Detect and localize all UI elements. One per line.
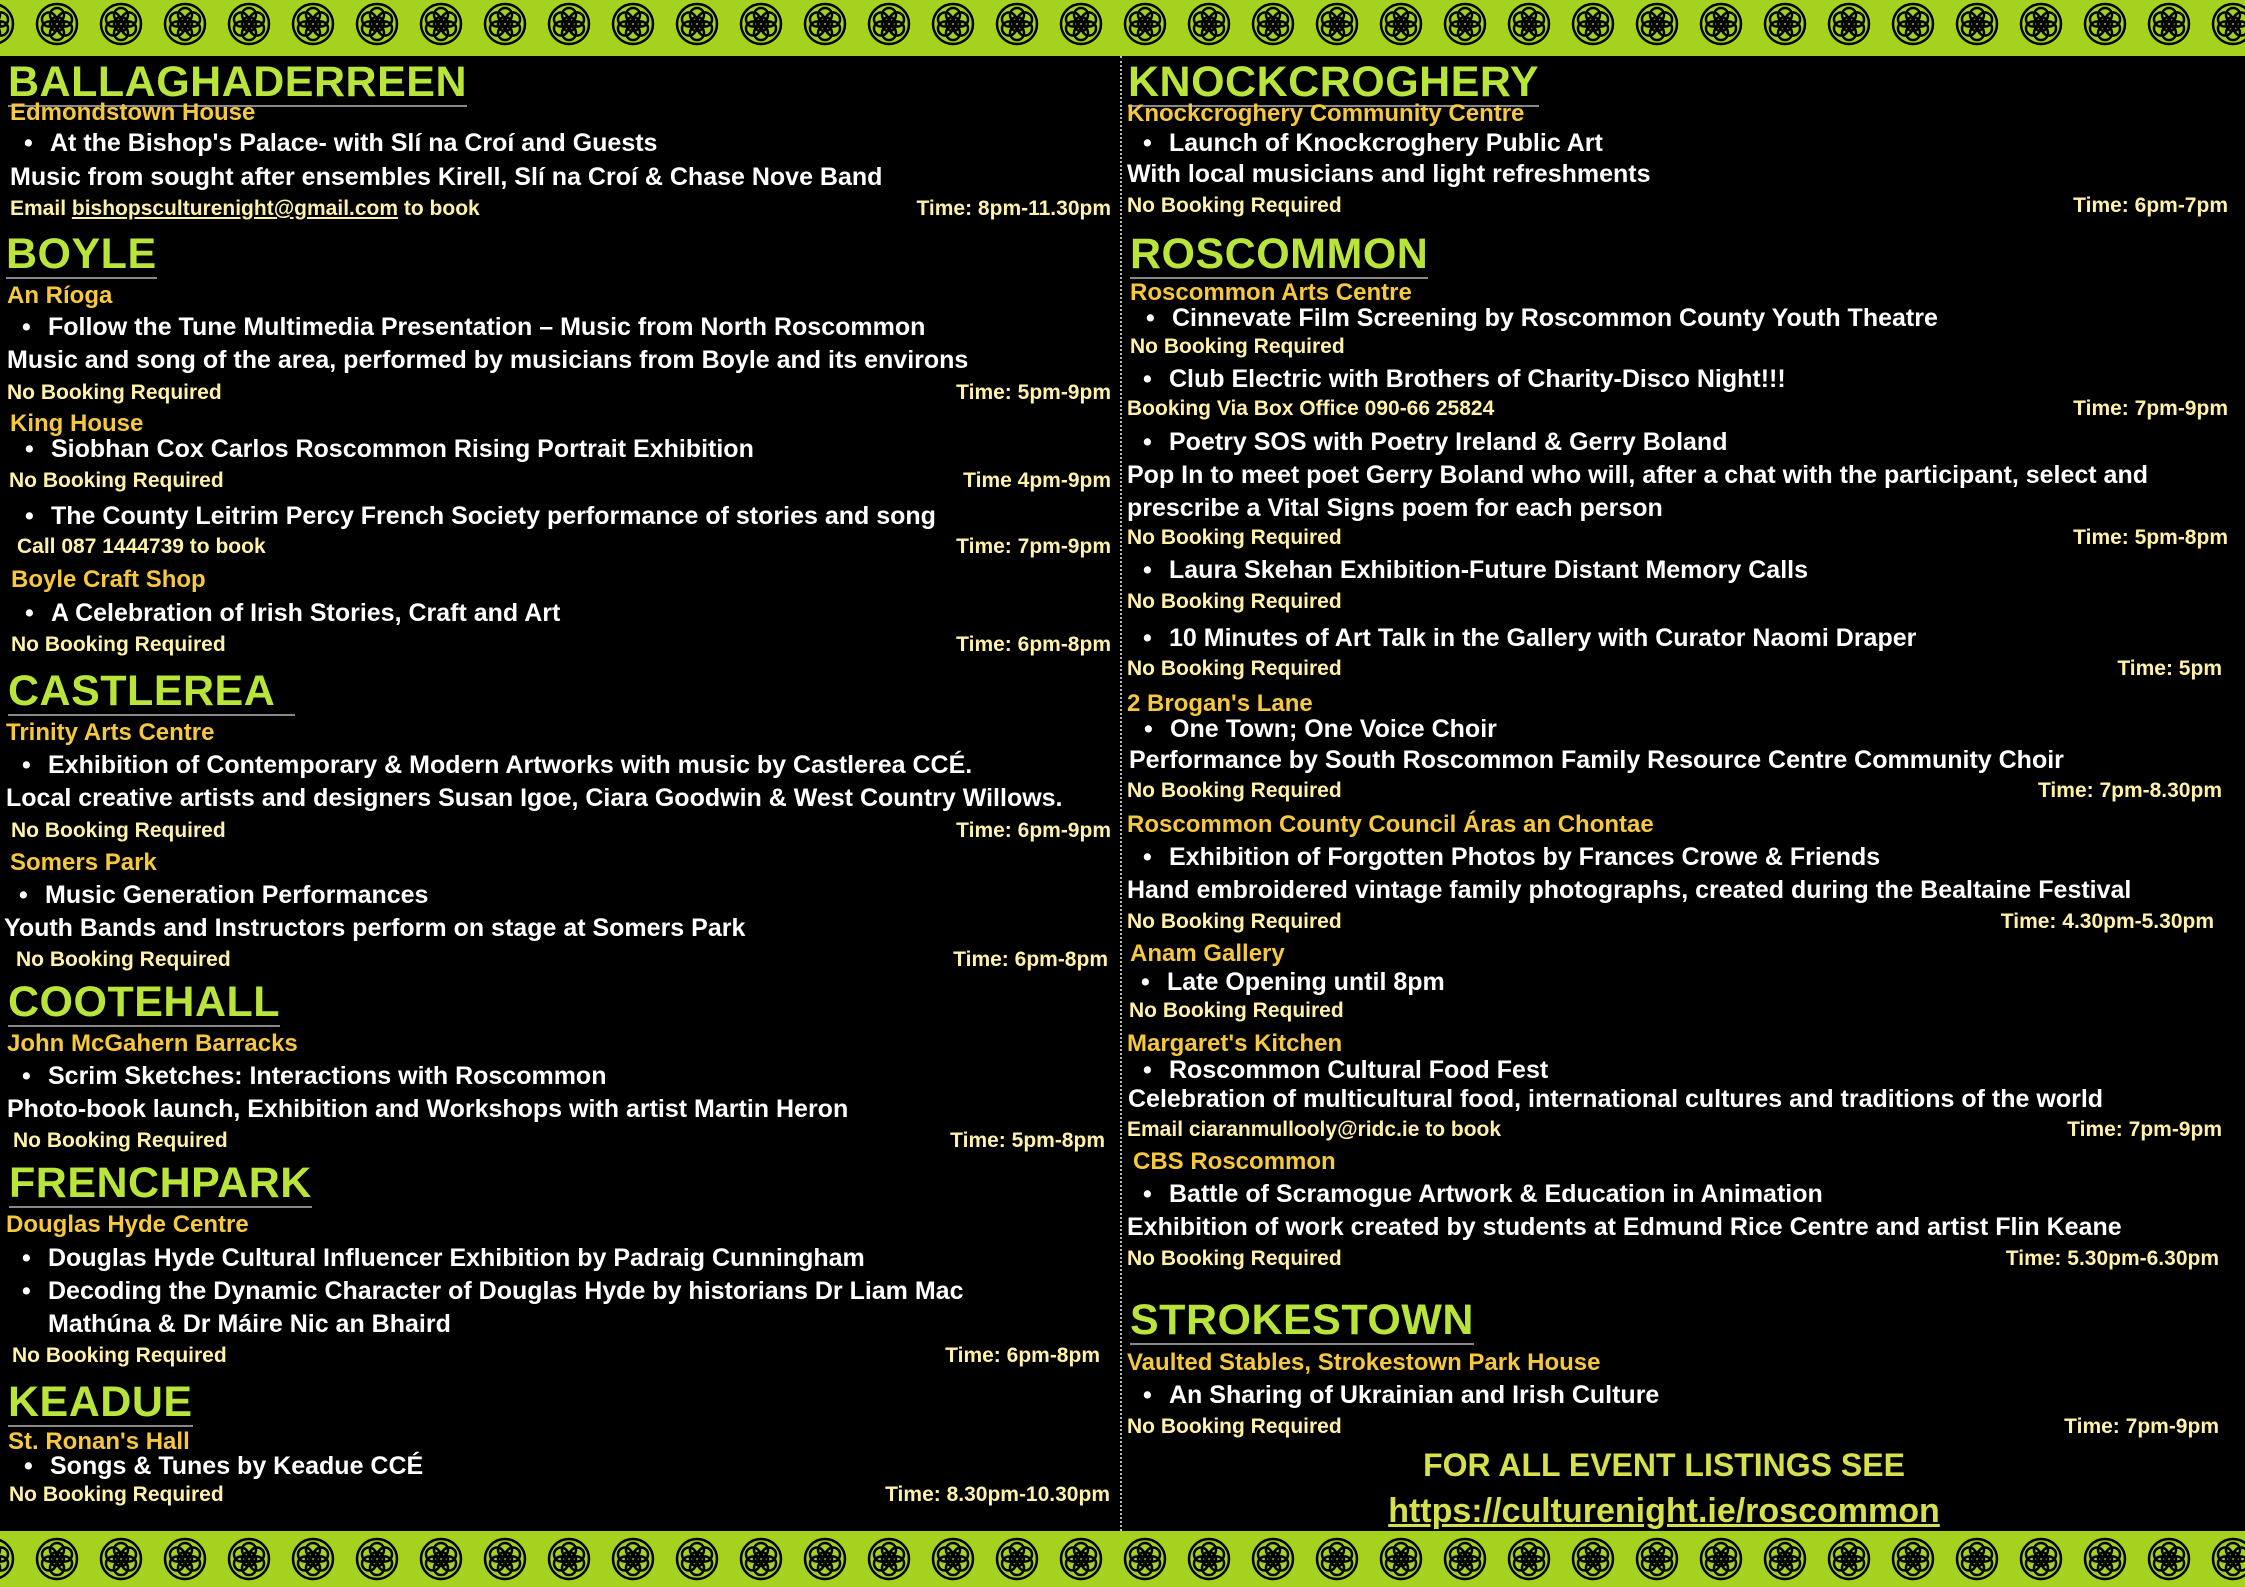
- venue-name: Anam Gallery: [1130, 940, 1285, 967]
- event-description: With local musicians and light refreshments: [1127, 160, 1651, 188]
- event-description: Music from sought after ensembles Kirell, Slí na Croí & Chase Nove Band: [10, 163, 883, 191]
- event-item: • Battle of Scramogue Artwork & Education in Animation: [1143, 1180, 1823, 1208]
- event-item: • The County Leitrim Percy French Society performance of stories and song: [25, 502, 936, 530]
- booking-info: No Booking Required: [1127, 1415, 1342, 1438]
- event-item: • Roscommon Cultural Food Fest: [1143, 1056, 1549, 1084]
- column-divider: [1120, 56, 1122, 1531]
- event-time: Time: 8pm-11.30pm: [916, 197, 1111, 220]
- town-heading-keadue: KEADUE: [8, 1378, 193, 1426]
- event-item: • Decoding the Dynamic Character of Douglas Hyde by historians Dr Liam Mac: [22, 1277, 964, 1305]
- booking-info: No Booking Required: [9, 1483, 224, 1506]
- booking-info: No Booking Required: [13, 1129, 228, 1152]
- town-heading-boyle: BOYLE: [6, 230, 157, 278]
- event-description: Youth Bands and Instructors perform on stage at Somers Park: [4, 914, 746, 942]
- event-time: Time: 7pm-9pm: [2064, 1415, 2219, 1438]
- event-item: • An Sharing of Ukrainian and Irish Culture: [1143, 1381, 1660, 1409]
- event-time: Time: 5pm: [2117, 657, 2222, 680]
- left-column: [0, 56, 1118, 1531]
- event-time: Time: 6pm-8pm: [945, 1344, 1100, 1367]
- event-description: Hand embroidered vintage family photographs, created during the Bealtaine Festival: [1127, 876, 2132, 904]
- booking-info: No Booking Required: [1127, 910, 1342, 933]
- venue-name: Margaret's Kitchen: [1127, 1030, 1343, 1057]
- booking-info: No Booking Required: [11, 633, 226, 656]
- venue-name: Knockcroghery Community Centre: [1127, 100, 1525, 127]
- event-item: • One Town; One Voice Choir: [1144, 715, 1497, 743]
- event-time: Time: 5pm-8pm: [2073, 526, 2228, 549]
- booking-info: No Booking Required: [12, 1344, 227, 1367]
- event-item: • Scrim Sketches: Interactions with Roscommon: [22, 1062, 607, 1090]
- event-item: • Exhibition of Forgotten Photos by Frances Crowe & Friends: [1143, 843, 1881, 871]
- town-heading-roscommon: ROSCOMMON: [1130, 230, 1429, 278]
- event-item: • Songs & Tunes by Keadue CCÉ: [24, 1452, 424, 1480]
- event-item: • At the Bishop's Palace- with Slí na Croí and Guests: [24, 129, 658, 157]
- booking-info: No Booking Required: [1127, 657, 1342, 680]
- event-description: Photo-book launch, Exhibition and Workshops with artist Martin Heron: [7, 1095, 849, 1123]
- event-time: Time: 6pm-7pm: [2073, 194, 2228, 217]
- booking-info: No Booking Required: [1129, 999, 1344, 1022]
- event-item: • Douglas Hyde Cultural Influencer Exhibition by Padraig Cunningham: [22, 1244, 865, 1272]
- event-time: Time 4pm-9pm: [963, 469, 1111, 492]
- venue-name: Edmondstown House: [10, 99, 256, 126]
- venue-name: King House: [10, 410, 144, 437]
- top-decorative-band: [0, 0, 2245, 56]
- event-time: Time: 4.30pm-5.30pm: [2000, 910, 2214, 933]
- booking-info: Call 087 1444739 to book: [17, 535, 266, 558]
- event-description: Local creative artists and designers Susan Igoe, Ciara Goodwin & West Country Willows.: [6, 784, 1063, 812]
- event-item: • Cinnevate Film Screening by Roscommon County Youth Theatre: [1146, 304, 1938, 332]
- event-item: • Laura Skehan Exhibition-Future Distant Memory Calls: [1143, 556, 1809, 584]
- booking-email-link[interactable]: bishopsculturenight@gmail.com: [71, 197, 399, 220]
- event-description: Exhibition of work created by students at Edmund Rice Centre and artist Flin Keane: [1127, 1213, 2122, 1241]
- booking-info: No Booking Required: [1130, 335, 1345, 358]
- event-item: • 10 Minutes of Art Talk in the Gallery with Curator Naomi Draper: [1143, 624, 1917, 652]
- event-time: Time: 6pm-8pm: [956, 633, 1111, 656]
- flower-rosette-icon: [0, 0, 2245, 56]
- venue-name: John McGahern Barracks: [7, 1030, 298, 1057]
- right-column: [1124, 56, 2239, 1531]
- event-item: • Exhibition of Contemporary & Modern Artworks with music by Castlerea CCÉ.: [22, 751, 973, 779]
- venue-name: Somers Park: [10, 849, 157, 876]
- booking-info: No Booking Required: [1127, 1247, 1342, 1270]
- event-item: • Launch of Knockcroghery Public Art: [1143, 129, 1603, 157]
- town-heading-ballaghaderreen: BALLAGHADERREEN: [8, 58, 467, 106]
- booking-info: Email bishopsculturenight@gmail.com to book: [10, 197, 480, 220]
- event-item: • Follow the Tune Multimedia Presentation – Music from North Roscommon: [22, 313, 926, 341]
- event-description: Music and song of the area, performed by musicians from Boyle and its environs: [7, 346, 969, 374]
- booking-info: No Booking Required: [1127, 590, 1342, 613]
- event-description: Celebration of multicultural food, international cultures and traditions of the world: [1128, 1085, 2104, 1113]
- town-heading-knockcroghery: KNOCKCROGHERY: [1128, 58, 1540, 106]
- venue-name: St. Ronan's Hall: [8, 1428, 190, 1455]
- venue-name: 2 Brogan's Lane: [1127, 690, 1313, 717]
- booking-info: No Booking Required: [11, 819, 226, 842]
- flower-rosette-icon: [0, 1531, 2245, 1587]
- event-time: Time: 7pm-8.30pm: [2037, 779, 2222, 802]
- booking-info: No Booking Required: [16, 948, 231, 971]
- event-time: Time: 7pm-9pm: [2067, 1118, 2222, 1141]
- booking-info: No Booking Required: [1127, 779, 1342, 802]
- event-time: Time: 5pm-8pm: [950, 1129, 1105, 1152]
- event-time: Time: 8.30pm-10.30pm: [885, 1483, 1110, 1506]
- booking-info: Email ciaranmullooly@ridc.ie to book: [1127, 1118, 1502, 1141]
- event-time: Time: 5.30pm-6.30pm: [2005, 1247, 2219, 1270]
- town-heading-frenchpark: FRENCHPARK: [9, 1159, 312, 1207]
- event-time: Time: 7pm-9pm: [2073, 397, 2228, 420]
- event-item: • Late Opening until 8pm: [1141, 968, 1445, 996]
- venue-name: Roscommon Arts Centre: [1130, 279, 1412, 306]
- booking-info: No Booking Required: [7, 381, 222, 404]
- venue-name: Trinity Arts Centre: [6, 719, 215, 746]
- event-item-continued: Mathúna & Dr Máire Nic an Bhaird: [48, 1310, 451, 1338]
- event-listings-link[interactable]: https://culturenight.ie/roscommon: [1388, 1492, 1940, 1530]
- event-time: Time: 5pm-9pm: [956, 381, 1111, 404]
- venue-name: Douglas Hyde Centre: [6, 1211, 249, 1238]
- event-item: • Music Generation Performances: [19, 881, 429, 909]
- booking-info: No Booking Required: [1127, 526, 1342, 549]
- footer-heading: FOR ALL EVENT LISTINGS SEE: [1423, 1447, 1905, 1483]
- event-description: Performance by South Roscommon Family Resource Centre Community Choir: [1129, 746, 2064, 774]
- venue-name: Boyle Craft Shop: [11, 566, 206, 593]
- venue-name: An Ríoga: [7, 282, 113, 309]
- town-heading-castlerea: CASTLEREA: [8, 670, 295, 716]
- event-item: • A Celebration of Irish Stories, Craft and Art: [25, 599, 561, 627]
- booking-info: No Booking Required: [1127, 194, 1342, 217]
- event-time: Time: 7pm-9pm: [956, 535, 1111, 558]
- venue-name: CBS Roscommon: [1133, 1148, 1336, 1175]
- town-heading-strokestown: STROKESTOWN: [1130, 1296, 1474, 1344]
- event-item: • Club Electric with Brothers of Charity-Disco Night!!!: [1143, 365, 1786, 393]
- event-item: • Poetry SOS with Poetry Ireland & Gerry Boland: [1143, 428, 1728, 456]
- event-time: Time: 6pm-9pm: [956, 819, 1111, 842]
- event-time: Time: 6pm-8pm: [953, 948, 1108, 971]
- venue-name: Roscommon County Council Áras an Chontae: [1127, 811, 1654, 838]
- event-description: Pop In to meet poet Gerry Boland who will, after a chat with the participant, select and: [1127, 461, 2148, 489]
- bottom-decorative-band: [0, 1531, 2245, 1587]
- event-item: • Siobhan Cox Carlos Roscommon Rising Portrait Exhibition: [25, 435, 754, 463]
- event-description: prescribe a Vital Signs poem for each person: [1127, 494, 1663, 522]
- venue-name: Vaulted Stables, Strokestown Park House: [1127, 1349, 1601, 1376]
- booking-info: No Booking Required: [9, 469, 224, 492]
- town-heading-cootehall: COOTEHALL: [8, 978, 281, 1026]
- booking-info: Booking Via Box Office 090-66 25824: [1127, 397, 1495, 420]
